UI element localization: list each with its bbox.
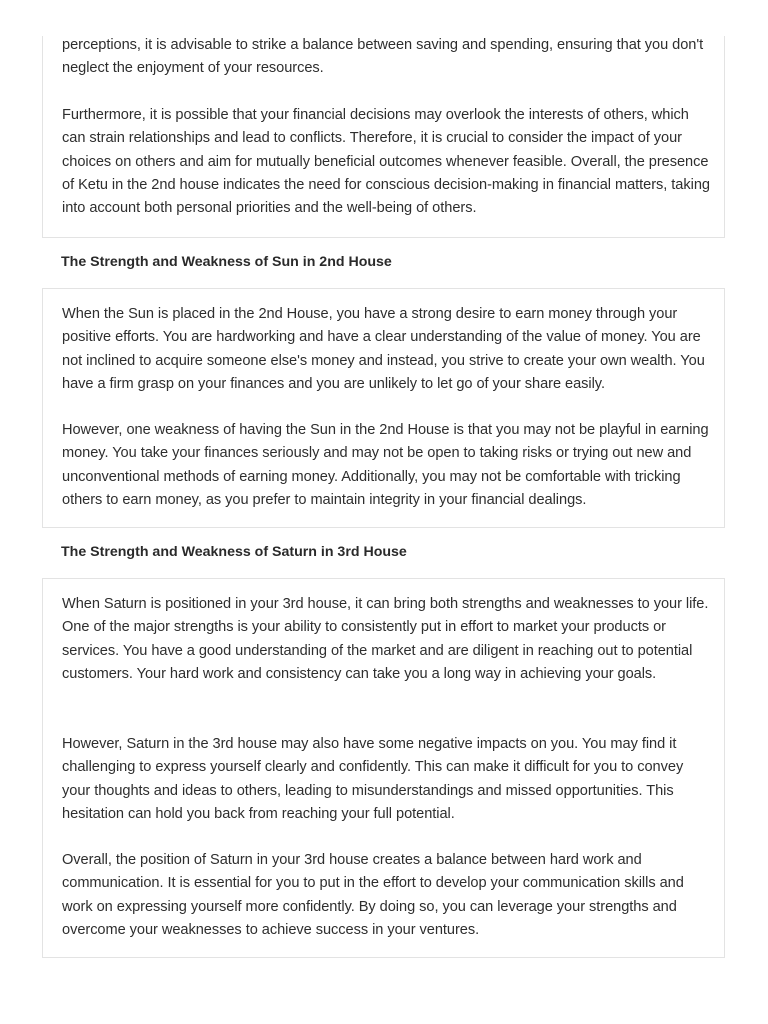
paragraph: When Saturn is positioned in your 3rd house, it can bring both strengths and weaknesses to your life. One of the major strengths is your ability to consistently put in effort to market your products or services. You have a good understanding of the market and are diligent in reaching out to potential customers. Your hard work and consistency can take you a long way in achieving your goals. bbox=[62, 596, 709, 682]
ketu-2nd-house-card bbox=[42, 36, 725, 238]
paragraph: Furthermore, it is possible that your financial decisions may overlook the interests of others, which can strain relationships and lead to conflicts. Therefore, it is crucial to consider the impact of your choices on others and aim for mutually beneficial outcomes whenever feasible. Overall, the presence of Ketu in the 2nd house indicates the need for conscious decision-making in financial matters, taking into account both personal priorities and the well-being of others. bbox=[62, 107, 710, 217]
paragraph: perceptions, it is advisable to strike a balance between saving and spending, ensuring that you don't neglect the enjoyment of your resources. bbox=[62, 37, 704, 77]
section-heading-sun-2nd-house: The Strength and Weakness of Sun in 2nd House bbox=[61, 254, 392, 270]
paragraph: However, Saturn in the 3rd house may also have some negative impacts on you. You may find it challenging to express yourself clearly and confidently. This can make it difficult for you to convey your thoughts and ideas to others, leading to misunderstandings and missed opportunities. This hesitation can hold you back from reaching your full potential. bbox=[62, 736, 684, 822]
paragraph: When the Sun is placed in the 2nd House, you have a strong desire to earn money through your positive efforts. You are hardworking and have a clear understanding of the value of money. You are not inclined to acquire someone else's money and instead, you strive to create your own wealth. You have a firm grasp on your finances and you are unlikely to let go of your share easily. bbox=[62, 306, 705, 392]
saturn-3rd-house-card bbox=[42, 578, 725, 958]
paragraph: However, one weakness of having the Sun in the 2nd House is that you may not be playful in earning money. You take your finances seriously and may not be open to taking risks or trying out new and unconventional methods of earning money. Additionally, you may not be comfortable with tricking others to earn money, as you prefer to maintain integrity in your financial dealings. bbox=[62, 422, 709, 508]
sun-2nd-house-card bbox=[42, 288, 725, 528]
paragraph: Overall, the position of Saturn in your 3rd house creates a balance between hard work and communication. It is essential for you to put in the effort to develop your communication skills and work on expressing yourself more confidently. By doing so, you can leverage your strengths and overcome your weaknesses to achieve success in your ventures. bbox=[62, 852, 684, 938]
section-heading-saturn-3rd-house: The Strength and Weakness of Saturn in 3rd House bbox=[61, 544, 407, 560]
